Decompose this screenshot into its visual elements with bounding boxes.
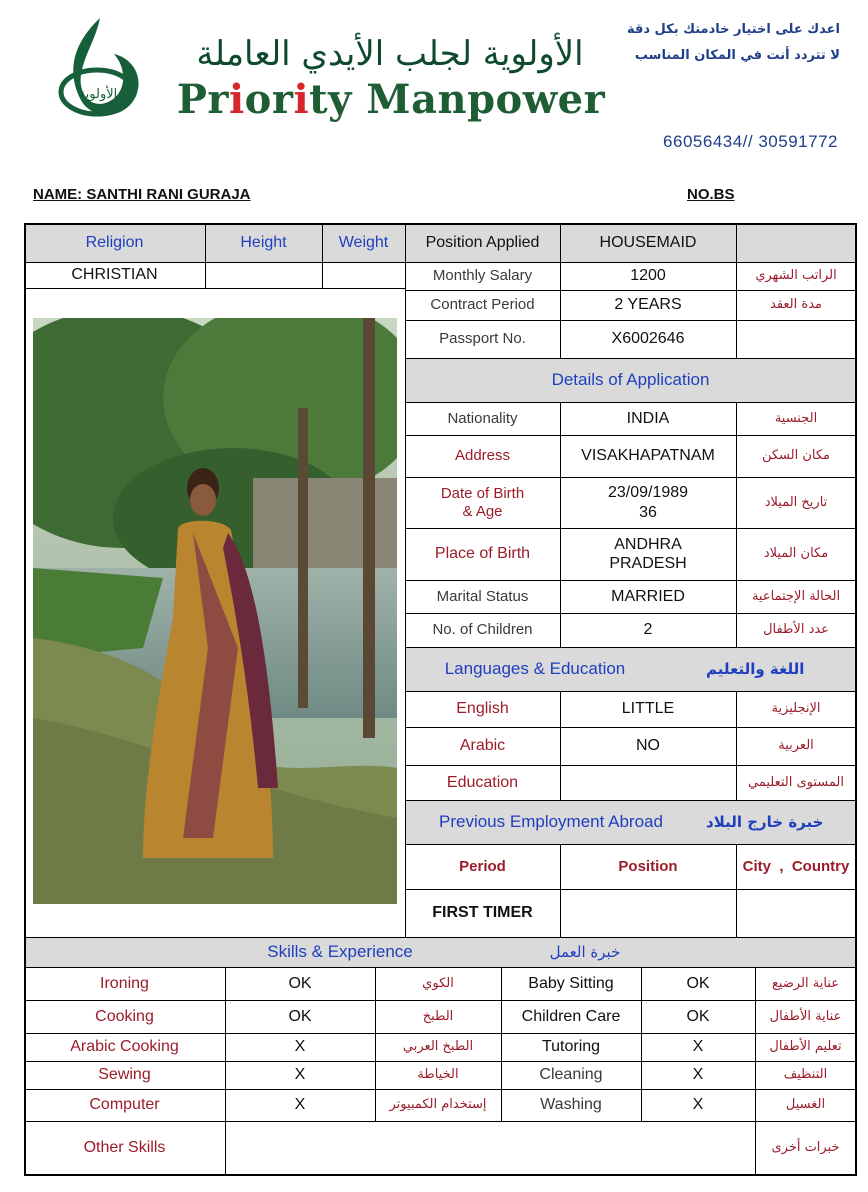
skill-right-value: X [692,1066,704,1084]
other-skills-arabic: خبرات أخرى [771,1139,840,1155]
contract-period-label: Contract Period [430,296,535,313]
english-label: English [456,700,509,718]
logo-text: الأولوية [78,87,118,102]
marital-status-label: Marital Status [436,587,529,605]
arabic-label: Arabic [459,737,506,755]
place-of-birth-label: Place of Birth [434,545,531,563]
skill-right-value: OK [686,1007,710,1025]
english-value: LITTLE [621,700,675,718]
dob-age: 36 [639,503,657,521]
grid-line [405,358,856,359]
details-title: Details of Application [551,369,710,389]
skill-left-label: Ironing [100,974,149,992]
skill-left-value: X [294,1038,306,1056]
address-label: Address [454,447,511,464]
skill-right-value: X [692,1038,704,1056]
grid-line [405,647,856,648]
contract-period-value: 2 YEARS [614,296,682,314]
skill-right-value: OK [686,974,710,992]
grid-line [560,844,561,937]
nationality-arabic: الجنسية [774,410,818,426]
skill-left-arabic: الكوي [422,975,454,991]
grid-line [405,691,856,692]
skill-left-label: Cooking [95,1007,154,1025]
place-of-birth-line1: ANDHRA [614,535,682,553]
height-value [205,262,322,288]
skill-left-value: X [294,1066,306,1084]
grid-line [405,765,856,766]
skill-right-label: Washing [540,1096,602,1114]
place-of-birth-value [560,528,736,580]
dob-date: 23/09/1989 [607,484,689,502]
skills-title-arabic: خبرة العمل [549,943,621,961]
grid-line [736,223,737,358]
company-logo [52,14,142,126]
arabic-language-arabic: العربية [778,738,814,754]
phone-numbers: 66056434// 30591772 [663,132,838,151]
grid-line [560,223,561,358]
grid-line [560,402,561,647]
grid-line [405,727,856,728]
grid-line [322,223,323,288]
monthly-salary-value: 1200 [630,267,666,285]
contract-period-arabic: مدة العقد [770,297,822,313]
dob-value [560,477,736,528]
grid-line [405,844,856,845]
grid-line [24,937,856,938]
grid-line [225,967,226,1176]
grid-line [24,1174,856,1176]
skill-left-value: X [294,1096,306,1114]
grid-line [560,691,561,800]
skill-right-label: Baby Sitting [528,974,614,992]
grid-line [755,967,756,1176]
applicant-name: NAME: SANTHI RANI GURAJA [33,186,251,203]
employment-first-row-period: FIRST TIMER [432,904,533,922]
grid-line [24,223,856,225]
grid-line [24,967,856,968]
skill-right-arabic: الغسيل [785,1097,826,1113]
position-applied-label: Position Applied [425,233,540,251]
grid-line [405,290,856,291]
grid-line [205,223,206,288]
skill-left-label: Sewing [98,1066,151,1084]
english-arabic: الإنجليزية [771,701,821,717]
skill-right-arabic: تعليم الأطفال [769,1039,842,1055]
grid-line [24,1000,856,1001]
grid-line [24,1061,856,1062]
dob-label-line1: Date of Birth [440,484,525,502]
religion-value: CHRISTIAN [71,266,158,284]
employment-period-header: Period [459,857,506,875]
other-skills-label: Other Skills [83,1138,166,1156]
education-value [560,765,736,800]
dob-label [405,477,560,528]
grid-line [24,262,856,263]
tagline-line-1: اعدك على اختيار خادمتك بكل دقة [626,22,840,37]
weight-header: Weight [338,233,389,251]
grid-line [24,1121,856,1122]
skill-right-label: Tutoring [541,1038,601,1056]
nationality-value: INDIA [626,409,670,427]
skill-right-label: Children Care [521,1007,621,1025]
languages-title-arabic: اللغة والتعليم [706,660,805,678]
marital-status-arabic: الحالة الإجتماعية [751,588,841,604]
employment-title: Previous Employment Abroad [439,811,663,831]
grid-line [736,691,737,800]
grid-line [405,613,856,614]
applicant-photo [33,318,397,904]
education-label: Education [446,773,519,791]
grid-line [641,967,642,1121]
grid-line [375,967,376,1121]
skill-left-label: Computer [89,1096,160,1114]
place-of-birth-line2: PRADESH [609,555,687,572]
arabic-value: NO [636,737,660,755]
passport-value: X6002646 [611,330,685,348]
skill-left-label: Arabic Cooking [70,1038,179,1056]
tagline-line-2: لا تتردد أنت في المكان المناسب [634,48,840,63]
children-value: 2 [643,621,653,639]
grid-line [501,967,502,1121]
skill-left-arabic: الطبخ العربي [402,1039,474,1055]
grid-line [405,889,856,890]
grid-line [405,435,856,436]
skill-left-arabic: إستخدام الكمبيوتر [389,1097,487,1113]
address-value: VISAKHAPATNAM [581,447,715,465]
grid-line [405,402,856,403]
religion-header: Religion [85,233,144,251]
address-arabic: مكان السكن [761,448,831,464]
grid-line [405,800,856,801]
grid-line [24,288,405,289]
skill-left-value: OK [288,974,312,992]
skill-right-value: X [692,1096,704,1114]
grid-line [405,477,856,478]
employment-title-arabic: خبرة خارج البلاد [706,813,824,831]
dob-arabic: تاريخ الميلاد [764,494,828,510]
employment-position-header: Position [618,857,678,875]
skills-title: Skills & Experience [267,941,413,961]
skill-right-label: Cleaning [539,1066,603,1084]
skill-right-arabic: عناية الرضيع [772,975,839,991]
grid-line [405,320,856,321]
monthly-salary-arabic: الراتب الشهري [755,268,837,284]
grid-line [24,1033,856,1034]
skill-left-arabic: الطبخ [422,1008,454,1024]
weight-value [322,262,405,288]
education-arabic: المستوى التعليمي [748,774,844,790]
grid-line [736,844,737,937]
grid-line [24,1089,856,1090]
dob-label-line2: & Age [462,502,503,520]
grid-line [405,528,856,529]
nationality-label: Nationality [447,409,518,427]
marital-status-value: MARRIED [611,587,685,605]
brand-name-arabic: الأولوية لجلب الأيدي العاملة [196,34,584,74]
monthly-salary-label: Monthly Salary [432,267,533,284]
children-label: No. of Children [432,621,533,638]
applicant-number: NO.BS [687,186,735,203]
children-arabic: عدد الأطفال [763,622,829,638]
employment-city-header: City , Country [742,857,850,875]
skill-right-arabic: التنظيف [783,1067,828,1083]
passport-label: Passport No. [439,330,526,347]
skill-left-arabic: الخياطة [417,1067,459,1083]
brand-name-english: Priority Manpower [176,76,606,123]
position-applied-value: HOUSEMAID [599,233,697,251]
grid-line [736,402,737,647]
languages-title: Languages & Education [444,658,626,678]
skill-right-arabic: عناية الأطفال [769,1008,842,1024]
grid-line [405,580,856,581]
height-header: Height [240,233,287,251]
skill-left-value: OK [288,1007,312,1025]
place-of-birth-arabic: مكان الميلاد [763,546,829,562]
